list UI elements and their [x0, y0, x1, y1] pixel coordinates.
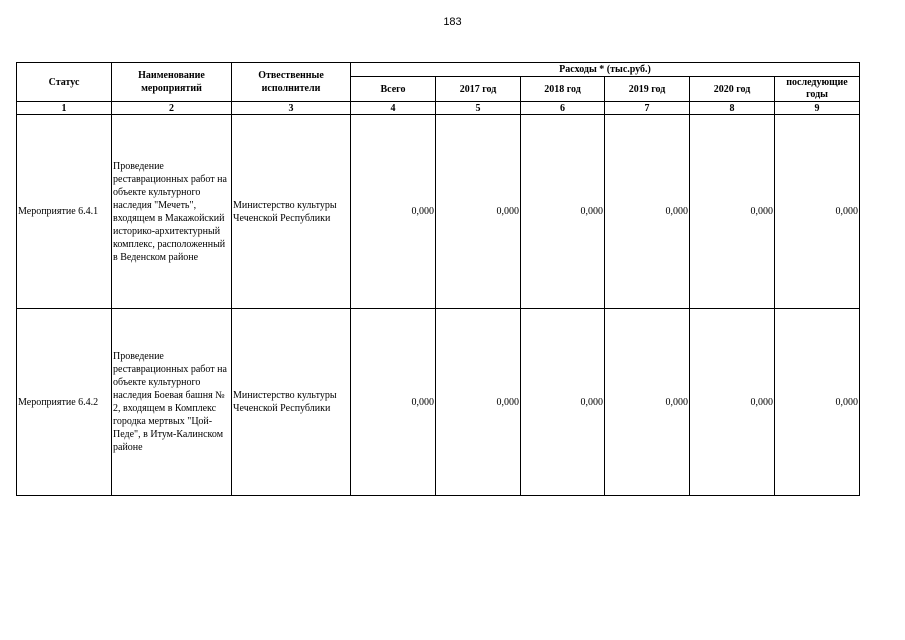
- header-year-2018: 2018 год: [521, 77, 605, 102]
- header-name: Наименование мероприятий: [112, 63, 232, 102]
- column-number: 9: [775, 102, 860, 115]
- value-2020: 0,000: [690, 115, 775, 309]
- value-2017: 0,000: [436, 309, 521, 496]
- header-responsible: Отвественные исполнители: [232, 63, 351, 102]
- budget-table: [16, 62, 860, 496]
- column-number: 2: [112, 102, 232, 115]
- column-number: 3: [232, 102, 351, 115]
- header-year-2019: 2019 год: [605, 77, 690, 102]
- activity-name-cell: Проведение реставрационных работ на объекте культурного наследия Боевая башня № 2, входящем в Комплекс городка мертвых "Цой- Педе", в Итум-Калинском районе: [112, 309, 232, 496]
- column-number: 7: [605, 102, 690, 115]
- value-2020: 0,000: [690, 309, 775, 496]
- status-cell: Мероприятие 6.4.1: [17, 115, 112, 309]
- header-following-years: последующие годы: [775, 77, 860, 102]
- total-value: 0,000: [351, 115, 436, 309]
- header-year-2020: 2020 год: [690, 77, 775, 102]
- responsible-cell: Министерство культуры Чеченской Республики: [232, 115, 351, 309]
- header-expenses: Расходы * (тыс.руб.): [351, 63, 860, 77]
- value-2017: 0,000: [436, 115, 521, 309]
- value-2018: 0,000: [521, 309, 605, 496]
- responsible-cell: Министерство культуры Чеченской Республики: [232, 309, 351, 496]
- header-year-2017: 2017 год: [436, 77, 521, 102]
- table-row: [17, 115, 860, 309]
- value-2018: 0,000: [521, 115, 605, 309]
- activity-name-cell: Проведение реставрационных работ на объекте культурного наследия "Мечеть", входящем в Макажойский историко-архитектурный комплекс, расположенный в Веденском районе: [112, 115, 232, 309]
- status-cell: Мероприятие 6.4.2: [17, 309, 112, 496]
- value-2019: 0,000: [605, 115, 690, 309]
- value-following-years: 0,000: [775, 115, 860, 309]
- value-following-years: 0,000: [775, 309, 860, 496]
- value-2019: 0,000: [605, 309, 690, 496]
- column-number-row: [17, 102, 860, 115]
- column-number: 8: [690, 102, 775, 115]
- column-number: 5: [436, 102, 521, 115]
- column-number: 1: [17, 102, 112, 115]
- header-total: Всего: [351, 77, 436, 102]
- page-number: 183: [443, 16, 462, 28]
- table-row: [17, 309, 860, 496]
- total-value: 0,000: [351, 309, 436, 496]
- column-number: 6: [521, 102, 605, 115]
- header-status: Статус: [17, 63, 112, 102]
- column-number: 4: [351, 102, 436, 115]
